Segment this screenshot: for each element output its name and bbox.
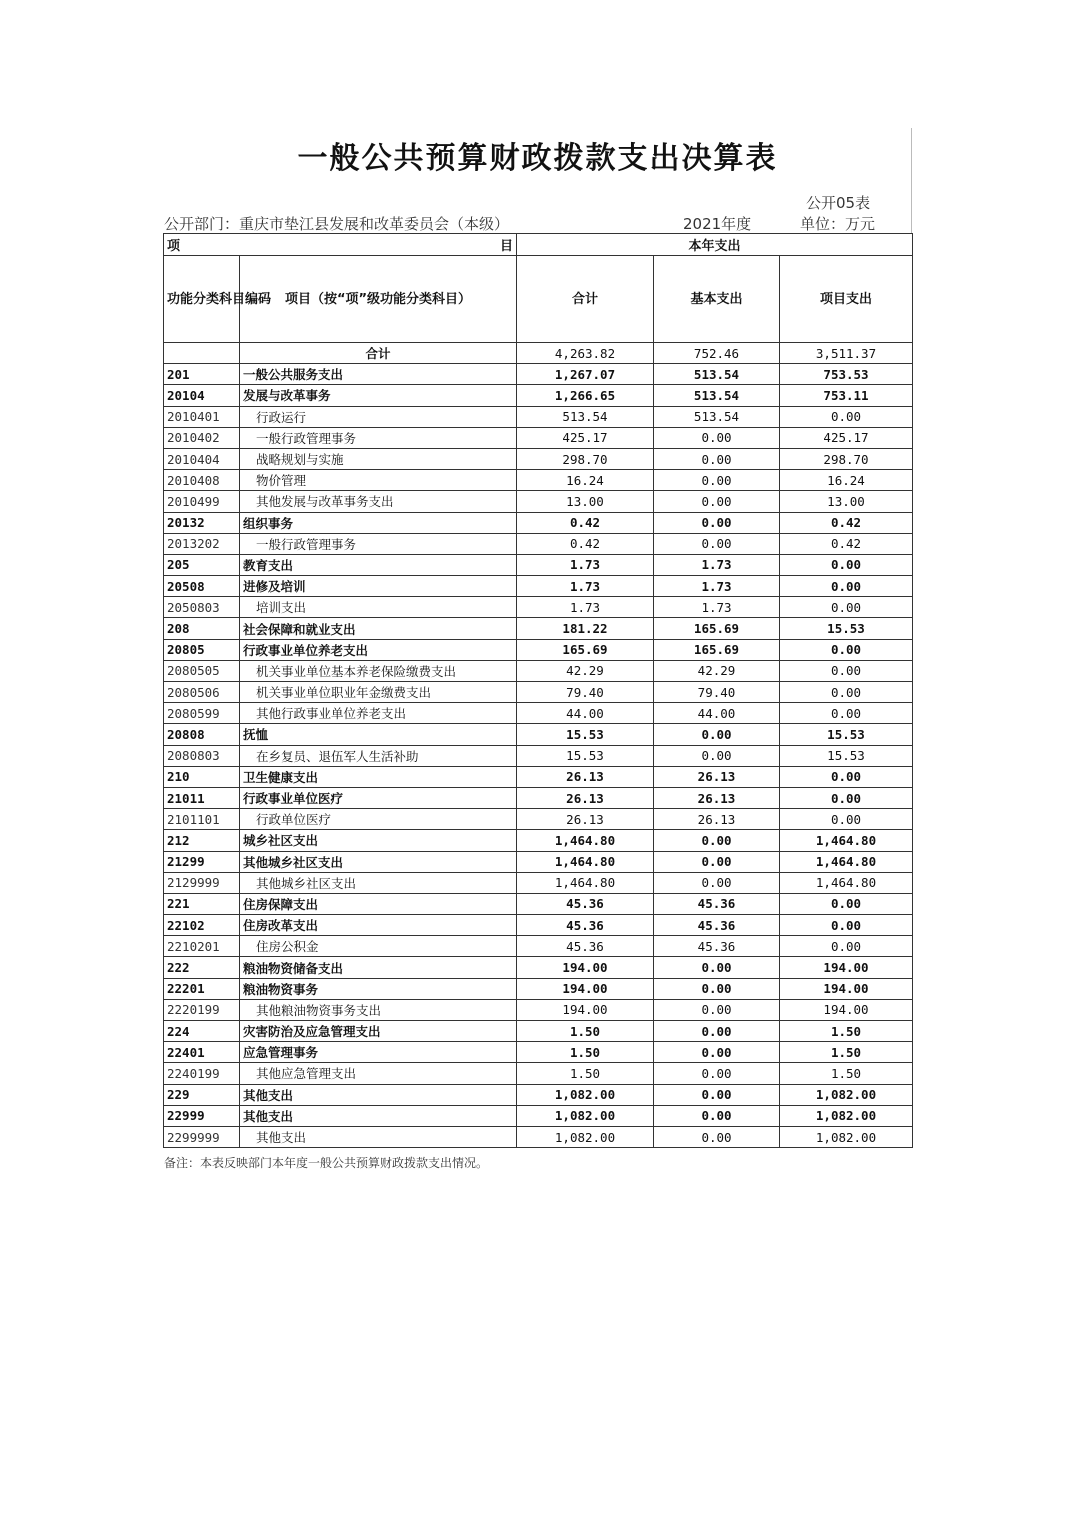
code-cell: 208 bbox=[164, 618, 240, 639]
code-cell: 2220199 bbox=[164, 999, 240, 1020]
total-cell: 1.73 bbox=[517, 597, 654, 618]
name-cell: 培训支出 bbox=[240, 597, 517, 618]
code-cell: 221 bbox=[164, 893, 240, 914]
total-cell: 26.13 bbox=[517, 787, 654, 808]
code-cell: 2080505 bbox=[164, 660, 240, 681]
basic-cell: 0.00 bbox=[654, 533, 780, 554]
header-code-col: 功能分类科目编码 bbox=[164, 256, 240, 343]
total-cell: 45.36 bbox=[517, 936, 654, 957]
project-cell: 0.00 bbox=[780, 787, 913, 808]
project-cell: 0.00 bbox=[780, 915, 913, 936]
table-row bbox=[164, 872, 913, 893]
code-cell: 2129999 bbox=[164, 872, 240, 893]
basic-cell: 0.00 bbox=[654, 851, 780, 872]
header-basic-col: 基本支出 bbox=[654, 256, 780, 343]
project-cell: 0.00 bbox=[780, 893, 913, 914]
total-cell: 13.00 bbox=[517, 491, 654, 512]
code-cell: 2080506 bbox=[164, 682, 240, 703]
project-cell: 1,082.00 bbox=[780, 1126, 913, 1147]
table-row bbox=[164, 766, 913, 787]
basic-cell: 0.00 bbox=[654, 957, 780, 978]
table-row bbox=[164, 809, 913, 830]
project-cell: 1,082.00 bbox=[780, 1084, 913, 1105]
name-cell: 行政单位医疗 bbox=[240, 809, 517, 830]
basic-cell: 0.00 bbox=[654, 745, 780, 766]
name-cell: 粮油物资储备支出 bbox=[240, 957, 517, 978]
project-cell: 15.53 bbox=[780, 724, 913, 745]
project-cell: 15.53 bbox=[780, 618, 913, 639]
name-cell: 战略规划与实施 bbox=[240, 448, 517, 469]
table-row bbox=[164, 893, 913, 914]
name-cell: 其他应急管理支出 bbox=[240, 1063, 517, 1084]
basic-cell: 44.00 bbox=[654, 703, 780, 724]
table-row bbox=[164, 1084, 913, 1105]
table-row bbox=[164, 830, 913, 851]
total-cell: 42.29 bbox=[517, 660, 654, 681]
total-cell: 15.53 bbox=[517, 724, 654, 745]
project-cell: 0.42 bbox=[780, 512, 913, 533]
total-cell: 1.73 bbox=[517, 576, 654, 597]
project-cell: 753.11 bbox=[780, 385, 913, 406]
name-cell: 抚恤 bbox=[240, 724, 517, 745]
name-cell: 进修及培训 bbox=[240, 576, 517, 597]
project-cell: 1,464.80 bbox=[780, 872, 913, 893]
project-cell: 16.24 bbox=[780, 470, 913, 491]
project-cell: 194.00 bbox=[780, 999, 913, 1020]
code-cell: 20508 bbox=[164, 576, 240, 597]
total-cell: 16.24 bbox=[517, 470, 654, 491]
project-cell: 0.00 bbox=[780, 936, 913, 957]
project-cell: 0.42 bbox=[780, 533, 913, 554]
total-cell: 1.73 bbox=[517, 554, 654, 575]
table-row bbox=[164, 978, 913, 999]
table-row bbox=[164, 364, 913, 385]
total-cell: 1,082.00 bbox=[517, 1126, 654, 1147]
name-cell: 在乡复员、退伍军人生活补助 bbox=[240, 745, 517, 766]
basic-cell: 1.73 bbox=[654, 597, 780, 618]
table-row bbox=[164, 1105, 913, 1126]
code-cell: 20805 bbox=[164, 639, 240, 660]
total-cell: 1,082.00 bbox=[517, 1084, 654, 1105]
basic-cell: 42.29 bbox=[654, 660, 780, 681]
basic-cell: 26.13 bbox=[654, 766, 780, 787]
header-name-col: 项目（按“项”级功能分类科目） bbox=[240, 256, 517, 343]
name-cell: 一般公共服务支出 bbox=[240, 364, 517, 385]
name-cell: 卫生健康支出 bbox=[240, 766, 517, 787]
code-cell: 20132 bbox=[164, 512, 240, 533]
name-cell: 物价管理 bbox=[240, 470, 517, 491]
total-cell: 44.00 bbox=[517, 703, 654, 724]
total-cell: 513.54 bbox=[517, 406, 654, 427]
basic-cell: 513.54 bbox=[654, 385, 780, 406]
page-title: 一般公共预算财政拨款支出决算表 bbox=[297, 141, 778, 176]
expenditure-table bbox=[163, 233, 913, 1148]
project-cell: 15.53 bbox=[780, 745, 913, 766]
basic-cell: 0.00 bbox=[654, 978, 780, 999]
basic-cell: 45.36 bbox=[654, 936, 780, 957]
header-total-col: 合计 bbox=[517, 256, 654, 343]
total-cell: 181.22 bbox=[517, 618, 654, 639]
project-cell: 13.00 bbox=[780, 491, 913, 512]
basic-cell: 0.00 bbox=[654, 1126, 780, 1147]
header-current-year: 本年支出 bbox=[517, 234, 913, 256]
code-cell: 22201 bbox=[164, 978, 240, 999]
code-cell: 222 bbox=[164, 957, 240, 978]
footnote: 备注：本表反映部门本年度一般公共预算财政拨款支出情况。 bbox=[164, 1156, 489, 1171]
project-cell: 1.50 bbox=[780, 1063, 913, 1084]
table-row bbox=[164, 745, 913, 766]
name-cell: 其他城乡社区支出 bbox=[240, 872, 517, 893]
total-cell: 45.36 bbox=[517, 893, 654, 914]
project-cell: 1.50 bbox=[780, 1021, 913, 1042]
table-row bbox=[164, 660, 913, 681]
basic-cell: 0.00 bbox=[654, 448, 780, 469]
name-cell: 其他发展与改革事务支出 bbox=[240, 491, 517, 512]
basic-cell: 0.00 bbox=[654, 999, 780, 1020]
total-cell: 1.50 bbox=[517, 1042, 654, 1063]
header-xiang: 项 bbox=[167, 239, 181, 254]
code-cell: 2240199 bbox=[164, 1063, 240, 1084]
total-cell: 1.50 bbox=[517, 1063, 654, 1084]
project-cell: 1,082.00 bbox=[780, 1105, 913, 1126]
code-cell: 210 bbox=[164, 766, 240, 787]
header-mu: 目 bbox=[499, 239, 513, 254]
basic-cell: 0.00 bbox=[654, 491, 780, 512]
table-row bbox=[164, 724, 913, 745]
total-cell: 298.70 bbox=[517, 448, 654, 469]
project-cell: 298.70 bbox=[780, 448, 913, 469]
total-cell: 79.40 bbox=[517, 682, 654, 703]
table-row bbox=[164, 787, 913, 808]
basic-cell: 1.73 bbox=[654, 554, 780, 575]
project-cell: 0.00 bbox=[780, 639, 913, 660]
project-cell: 425.17 bbox=[780, 427, 913, 448]
project-cell: 3,511.37 bbox=[780, 343, 913, 364]
table-row bbox=[164, 533, 913, 554]
basic-cell: 165.69 bbox=[654, 639, 780, 660]
total-cell: 1,464.80 bbox=[517, 830, 654, 851]
total-cell: 194.00 bbox=[517, 978, 654, 999]
basic-cell: 0.00 bbox=[654, 470, 780, 491]
name-cell: 机关事业单位职业年金缴费支出 bbox=[240, 682, 517, 703]
name-cell: 其他行政事业单位养老支出 bbox=[240, 703, 517, 724]
project-cell: 0.00 bbox=[780, 682, 913, 703]
table-row bbox=[164, 427, 913, 448]
name-cell: 发展与改革事务 bbox=[240, 385, 517, 406]
basic-cell: 0.00 bbox=[654, 872, 780, 893]
code-cell: 2010401 bbox=[164, 406, 240, 427]
basic-cell: 0.00 bbox=[654, 724, 780, 745]
basic-cell: 0.00 bbox=[654, 1084, 780, 1105]
table-row bbox=[164, 1126, 913, 1147]
table-row bbox=[164, 999, 913, 1020]
table-row bbox=[164, 385, 913, 406]
name-cell: 住房保障支出 bbox=[240, 893, 517, 914]
code-cell: 2101101 bbox=[164, 809, 240, 830]
basic-cell: 513.54 bbox=[654, 364, 780, 385]
basic-cell: 45.36 bbox=[654, 893, 780, 914]
total-cell: 1,464.80 bbox=[517, 851, 654, 872]
name-cell: 合计 bbox=[240, 343, 517, 364]
table-row bbox=[164, 448, 913, 469]
basic-cell: 0.00 bbox=[654, 427, 780, 448]
table-row bbox=[164, 1042, 913, 1063]
table-row bbox=[164, 682, 913, 703]
name-cell: 行政运行 bbox=[240, 406, 517, 427]
code-cell: 21299 bbox=[164, 851, 240, 872]
total-cell: 1,267.07 bbox=[517, 364, 654, 385]
total-cell: 45.36 bbox=[517, 915, 654, 936]
table-row bbox=[164, 597, 913, 618]
table-row bbox=[164, 512, 913, 533]
name-cell: 机关事业单位基本养老保险缴费支出 bbox=[240, 660, 517, 681]
total-cell: 194.00 bbox=[517, 957, 654, 978]
name-cell: 社会保障和就业支出 bbox=[240, 618, 517, 639]
basic-cell: 0.00 bbox=[654, 830, 780, 851]
code-cell: 21011 bbox=[164, 787, 240, 808]
header-row-1 bbox=[164, 234, 913, 256]
total-cell: 165.69 bbox=[517, 639, 654, 660]
name-cell: 粮油物资事务 bbox=[240, 978, 517, 999]
project-cell: 753.53 bbox=[780, 364, 913, 385]
year-label: 2021年度 bbox=[683, 215, 752, 233]
code-cell: 205 bbox=[164, 554, 240, 575]
project-cell: 1,464.80 bbox=[780, 851, 913, 872]
basic-cell: 1.73 bbox=[654, 576, 780, 597]
name-cell: 一般行政管理事务 bbox=[240, 427, 517, 448]
basic-cell: 79.40 bbox=[654, 682, 780, 703]
table-row bbox=[164, 618, 913, 639]
code-cell: 224 bbox=[164, 1021, 240, 1042]
basic-cell: 45.36 bbox=[654, 915, 780, 936]
table-row bbox=[164, 576, 913, 597]
code-cell: 2210201 bbox=[164, 936, 240, 957]
name-cell: 行政事业单位医疗 bbox=[240, 787, 517, 808]
table-row bbox=[164, 936, 913, 957]
total-cell: 26.13 bbox=[517, 766, 654, 787]
name-cell: 行政事业单位养老支出 bbox=[240, 639, 517, 660]
total-cell: 15.53 bbox=[517, 745, 654, 766]
project-cell: 0.00 bbox=[780, 703, 913, 724]
basic-cell: 513.54 bbox=[654, 406, 780, 427]
basic-cell: 0.00 bbox=[654, 512, 780, 533]
basic-cell: 165.69 bbox=[654, 618, 780, 639]
table-row bbox=[164, 554, 913, 575]
table-row bbox=[164, 1063, 913, 1084]
name-cell: 其他支出 bbox=[240, 1126, 517, 1147]
project-cell: 1.50 bbox=[780, 1042, 913, 1063]
total-cell: 0.42 bbox=[517, 512, 654, 533]
project-cell: 0.00 bbox=[780, 660, 913, 681]
code-cell: 22102 bbox=[164, 915, 240, 936]
name-cell: 应急管理事务 bbox=[240, 1042, 517, 1063]
project-cell: 0.00 bbox=[780, 406, 913, 427]
name-cell: 住房改革支出 bbox=[240, 915, 517, 936]
name-cell: 城乡社区支出 bbox=[240, 830, 517, 851]
name-cell: 教育支出 bbox=[240, 554, 517, 575]
project-cell: 194.00 bbox=[780, 957, 913, 978]
project-cell: 1,464.80 bbox=[780, 830, 913, 851]
code-cell: 2010408 bbox=[164, 470, 240, 491]
code-cell: 22999 bbox=[164, 1105, 240, 1126]
total-cell: 26.13 bbox=[517, 809, 654, 830]
name-cell: 组织事务 bbox=[240, 512, 517, 533]
project-cell: 0.00 bbox=[780, 766, 913, 787]
project-cell: 0.00 bbox=[780, 809, 913, 830]
table-row bbox=[164, 470, 913, 491]
code-cell: 201 bbox=[164, 364, 240, 385]
total-cell: 1,082.00 bbox=[517, 1105, 654, 1126]
project-cell: 0.00 bbox=[780, 576, 913, 597]
total-cell: 0.42 bbox=[517, 533, 654, 554]
total-cell: 194.00 bbox=[517, 999, 654, 1020]
name-cell: 其他支出 bbox=[240, 1105, 517, 1126]
total-cell: 4,263.82 bbox=[517, 343, 654, 364]
header-project-col: 项目支出 bbox=[780, 256, 913, 343]
table-row bbox=[164, 1021, 913, 1042]
name-cell: 其他城乡社区支出 bbox=[240, 851, 517, 872]
basic-cell: 26.13 bbox=[654, 809, 780, 830]
table-row bbox=[164, 703, 913, 724]
code-cell: 212 bbox=[164, 830, 240, 851]
name-cell: 住房公积金 bbox=[240, 936, 517, 957]
basic-cell: 26.13 bbox=[654, 787, 780, 808]
code-cell: 2010499 bbox=[164, 491, 240, 512]
table-row bbox=[164, 406, 913, 427]
basic-cell: 0.00 bbox=[654, 1063, 780, 1084]
table-row bbox=[164, 915, 913, 936]
unit-label: 单位：万元 bbox=[800, 215, 876, 233]
code-cell: 2010402 bbox=[164, 427, 240, 448]
name-cell: 灾害防治及应急管理支出 bbox=[240, 1021, 517, 1042]
code-cell: 2080599 bbox=[164, 703, 240, 724]
basic-cell: 0.00 bbox=[654, 1021, 780, 1042]
name-cell: 其他支出 bbox=[240, 1084, 517, 1105]
total-cell: 1,464.80 bbox=[517, 872, 654, 893]
code-cell: 20808 bbox=[164, 724, 240, 745]
code-cell: 2299999 bbox=[164, 1126, 240, 1147]
code-cell bbox=[164, 343, 240, 364]
total-row bbox=[164, 343, 913, 364]
code-cell: 2050803 bbox=[164, 597, 240, 618]
basic-cell: 752.46 bbox=[654, 343, 780, 364]
project-cell: 0.00 bbox=[780, 554, 913, 575]
table-row bbox=[164, 639, 913, 660]
code-cell: 20104 bbox=[164, 385, 240, 406]
item-header-cell bbox=[164, 234, 517, 256]
name-cell: 其他粮油物资事务支出 bbox=[240, 999, 517, 1020]
basic-cell: 0.00 bbox=[654, 1042, 780, 1063]
name-cell: 一般行政管理事务 bbox=[240, 533, 517, 554]
table-row bbox=[164, 491, 913, 512]
department-label: 公开部门：重庆市垫江县发展和改革委员会（本级） bbox=[164, 215, 510, 233]
table-row bbox=[164, 957, 913, 978]
code-cell: 229 bbox=[164, 1084, 240, 1105]
project-cell: 194.00 bbox=[780, 978, 913, 999]
header-row-2 bbox=[164, 256, 913, 343]
code-cell: 2080803 bbox=[164, 745, 240, 766]
total-cell: 425.17 bbox=[517, 427, 654, 448]
code-cell: 2013202 bbox=[164, 533, 240, 554]
table-row bbox=[164, 851, 913, 872]
project-cell: 0.00 bbox=[780, 597, 913, 618]
code-cell: 22401 bbox=[164, 1042, 240, 1063]
basic-cell: 0.00 bbox=[654, 1105, 780, 1126]
total-cell: 1.50 bbox=[517, 1021, 654, 1042]
code-cell: 2010404 bbox=[164, 448, 240, 469]
total-cell: 1,266.65 bbox=[517, 385, 654, 406]
table-number: 公开05表 bbox=[806, 194, 871, 212]
